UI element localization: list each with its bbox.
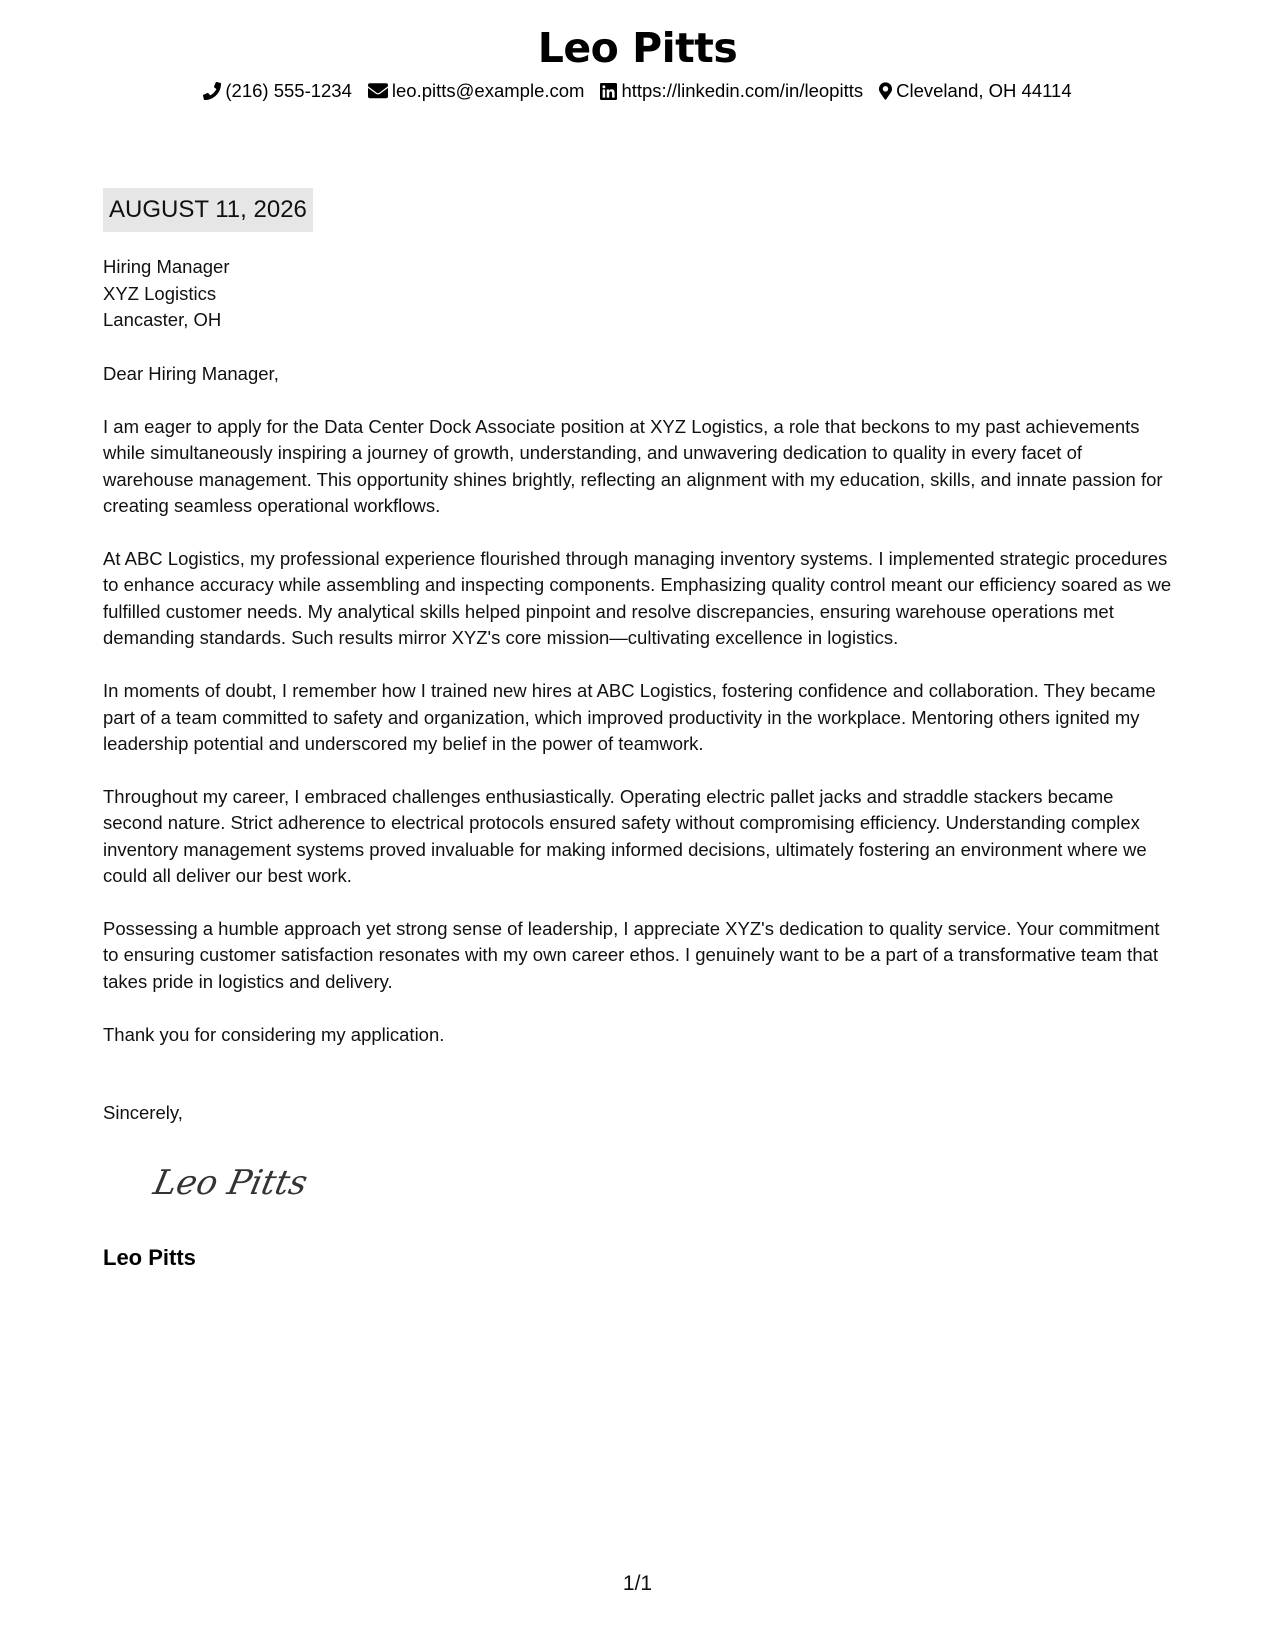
handwritten-signature [150,1156,310,1217]
closing-line: Sincerely, [103,1102,183,1123]
signature-text: Leo Pitts [150,1163,310,1203]
envelope-icon [368,83,388,99]
contact-info-row [0,78,1275,104]
applicant-name-heading: Leo Pitts [537,24,738,72]
body-paragraph: I am eager to apply for the Data Center Dock Associate position at XYZ Logistics, a role that beckons to my past achievements while simultaneously inspiring a journey of growth, understanding, and unwavering dedication to quality in every facet of warehouse management. This opportunity shines brightly, reflecting an alignment with my education, skills, and innate passion for creating seamless operational workflows. [103,415,1163,517]
body-paragraph: At ABC Logistics, my professional experience flourished through managing inventory systems. I implemented strategic procedures to enhance accuracy while assembling and inspecting components. Emphasizing quality control meant our efficiency soared as we fulfilled customer needs. My analytical skills helped pinpoint and resolve discrepancies, ensuring warehouse operations met demanding standards. Such results mirror XYZ's core mission—cultivating excellence in logistics. [103,547,1172,649]
map-marker-icon [879,82,892,100]
email-link[interactable]: leo.pitts@example.com [391,80,585,101]
contact-phone [203,78,352,104]
body-paragraph: Possessing a humble approach yet strong sense of leadership, I appreciate XYZ's dedication to quality service. Your commitment to ensuring customer satisfaction resonates with my own career ethos. I genuinely want to be a part of a transformative team that takes pride in logistics and delivery. [103,917,1160,992]
contact-email[interactable] [368,78,585,104]
letter-body [103,361,1173,1074]
recipient-location: Lancaster, OH [103,309,222,330]
thank-you-line: Thank you for considering my application. [103,1023,445,1045]
contact-location [879,78,1072,104]
salutation: Dear Hiring Manager, [103,363,279,384]
recipient-company: XYZ Logistics [103,282,217,304]
location-text: Cleveland, OH 44114 [896,80,1072,101]
recipient-block [103,254,229,334]
phone-text: (216) 555-1234 [225,80,352,101]
letter-date: AUGUST 11, 2026 [103,188,313,232]
recipient-title: Hiring Manager [103,256,230,277]
linkedin-icon [600,83,617,100]
phone-icon [203,82,221,100]
body-paragraph: In moments of doubt, I remember how I trained new hires at ABC Logistics, fostering confidence and collaboration. They became part of a team committed to safety and organization, which improved productivity in the workplace. Mentoring others ignited my leadership potential and underscored my belief in the power of teamwork. [103,680,1156,755]
signer-name: Leo Pitts [103,1245,196,1270]
page-number: 1/1 [622,1572,653,1595]
body-paragraph: Throughout my career, I embraced challenges enthusiastically. Operating electric pallet jacks and straddle stackers became second nature. Strict adherence to electrical protocols ensured safety without compromising efficiency. Understanding complex inventory management systems proved invaluable for making informed decisions, ultimately fostering an environment where we could all deliver our best work. [103,785,1147,887]
contact-linkedin[interactable] [600,78,863,104]
linkedin-link[interactable]: https://linkedin.com/in/leopitts [621,80,864,101]
